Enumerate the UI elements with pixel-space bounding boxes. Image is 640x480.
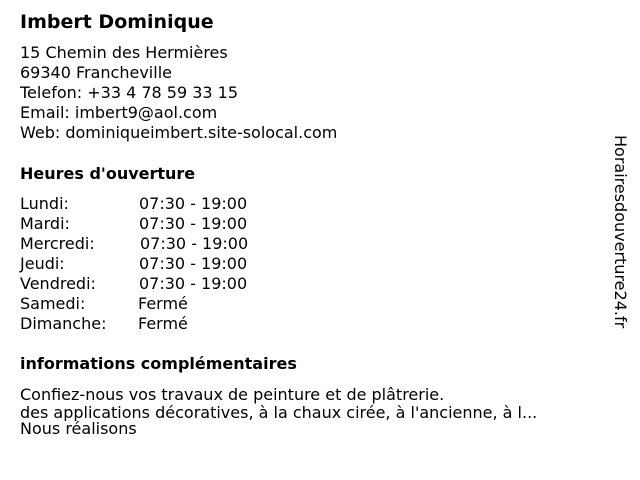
hours-time: 07:30 - 19:00	[139, 194, 248, 213]
hours-time: 07:30 - 19:00	[139, 274, 248, 293]
hours-row-jeudi	[20, 254, 320, 274]
hours-day: Samedi:	[20, 294, 86, 313]
phone-line: Telefon: +33 4 78 59 33 15	[20, 83, 239, 102]
hours-time: 07:30 - 19:00	[140, 234, 249, 253]
hours-day: Lundi:	[20, 194, 69, 213]
hours-table	[20, 194, 320, 334]
web-line: Web: dominiqueimbert.site-solocal.com	[20, 123, 338, 142]
hours-row-lundi	[20, 194, 320, 214]
hours-time: 07:30 - 19:00	[139, 214, 248, 233]
watermark-text: Horairesdouverture24.fr	[611, 135, 630, 329]
info-line: Nous réalisons	[20, 421, 137, 437]
watermark	[610, 135, 640, 375]
hours-row-vendredi	[20, 274, 320, 294]
address-street: 15 Chemin des Hermières	[20, 43, 228, 62]
hours-day: Mardi:	[20, 214, 70, 233]
hours-time: 07:30 - 19:00	[139, 254, 248, 273]
info-line: Confiez-nous vos travaux de peinture et de plâtrerie.	[20, 385, 445, 404]
info-heading: informations complémentaires	[20, 354, 297, 373]
hours-day: Vendredi:	[20, 274, 96, 293]
email-line: Email: imbert9@aol.com	[20, 103, 218, 122]
address-city: 69340 Francheville	[20, 63, 172, 82]
hours-heading: Heures d'ouverture	[20, 164, 196, 183]
business-name: Imbert Dominique	[20, 11, 214, 33]
info-text	[20, 385, 600, 437]
hours-row-mardi	[20, 214, 320, 234]
contact-block	[20, 43, 337, 143]
hours-day: Mercredi:	[20, 234, 95, 253]
info-line: des applications décoratives, à la chaux cirée, à l'ancienne, à l...	[20, 405, 538, 421]
hours-row-dimanche	[20, 314, 320, 334]
hours-row-samedi	[20, 294, 320, 314]
hours-row-mercredi	[20, 234, 320, 254]
hours-day: Dimanche:	[20, 314, 107, 333]
hours-day: Jeudi:	[20, 254, 65, 273]
hours-time: Fermé	[138, 294, 188, 313]
hours-time: Fermé	[138, 314, 188, 333]
